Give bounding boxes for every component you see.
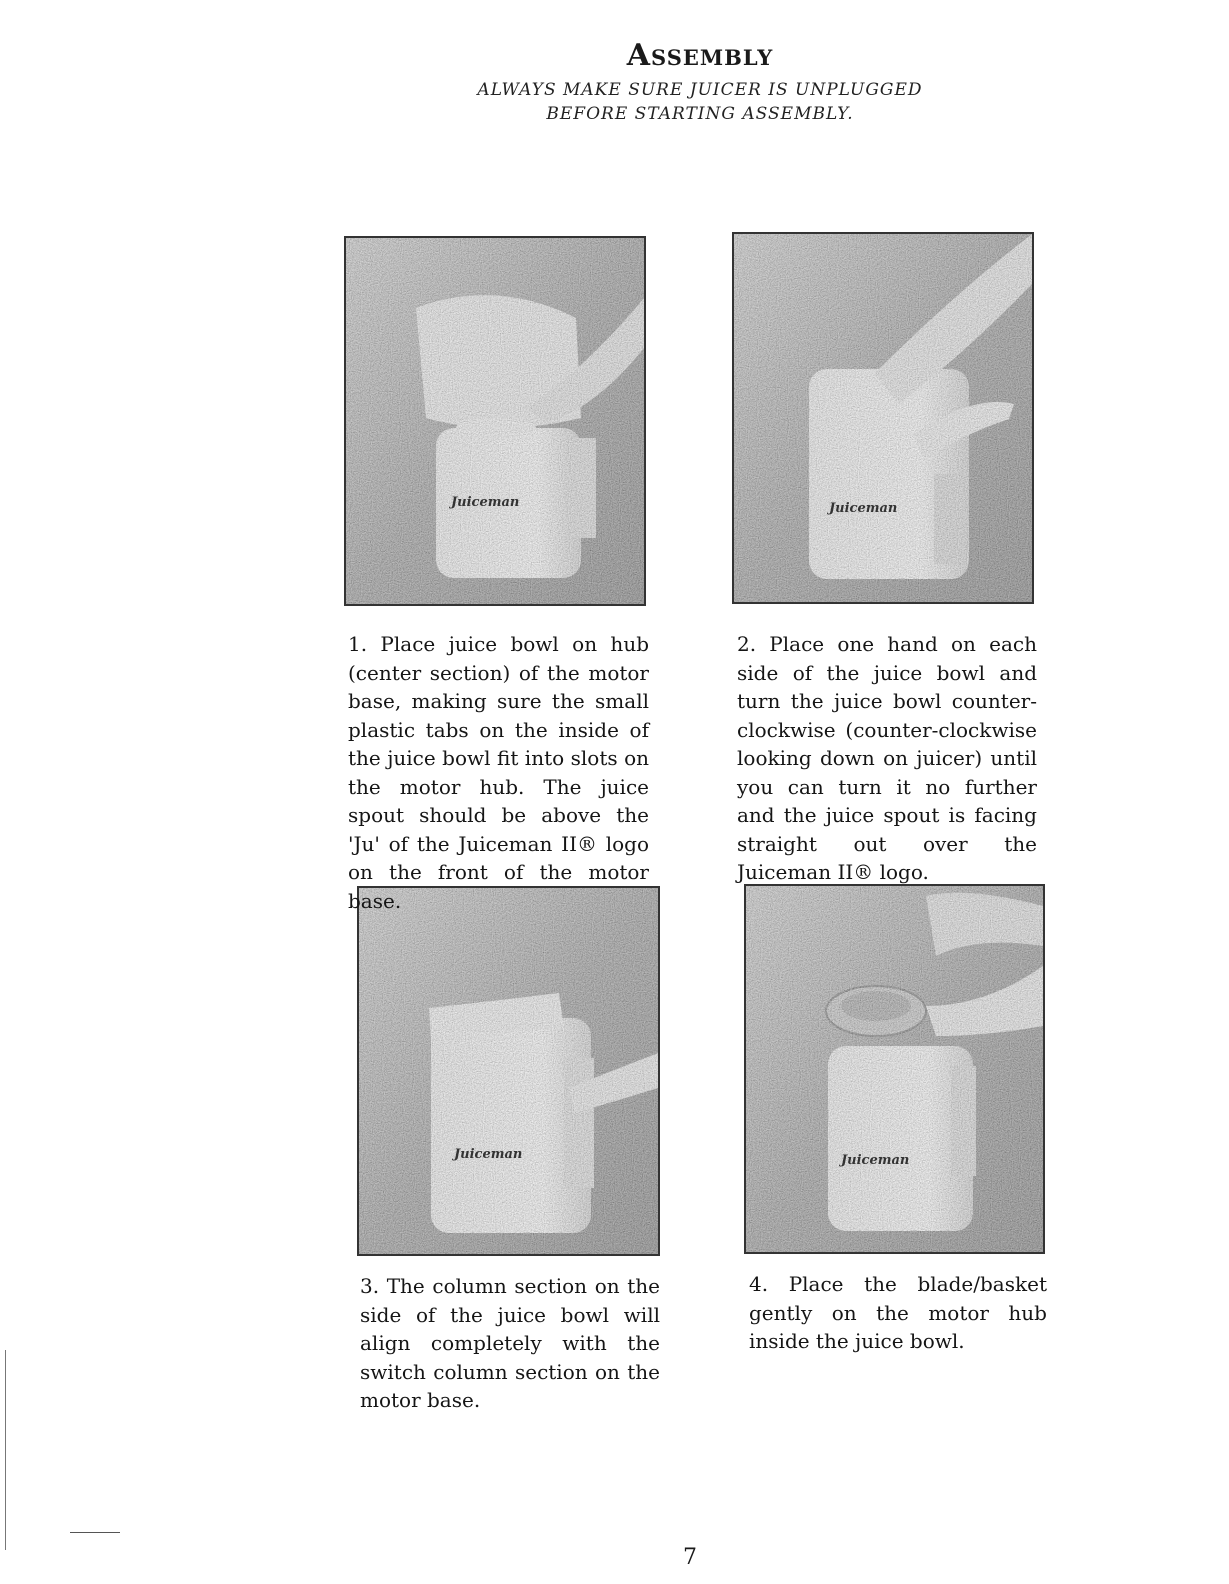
- margin-line: [5, 1350, 6, 1550]
- step-2-photo-logo: Juiceman: [829, 501, 898, 516]
- step-2-text: 2. Place one hand on each side of the juice bowl and turn the juice bowl counter-clockwise (counter-clockwise looking down on juicer) until you can turn it no further and the juice spout is facing straight out over the Juiceman II® logo.: [737, 632, 1037, 884]
- step-1-text: 1. Place juice bowl on hub (center section) of the motor base, making sure the small plastic tabs on the inside of the juice bowl fit into slots on the motor hub. The juice spout should be above the 'Ju' of the Juiceman II® logo on the front of the motor base.: [348, 632, 649, 913]
- step-4-photo: [744, 884, 1045, 1254]
- step-4-text: 4. Place the blade/basket gently on the motor hub inside the juice bowl.: [749, 1272, 1047, 1353]
- warning-line-2: BEFORE STARTING ASSEMBLY.: [546, 104, 854, 124]
- warning-line-1: ALWAYS MAKE SURE JUICER IS UNPLUGGED: [477, 80, 923, 100]
- page-title: Assembly: [626, 38, 774, 73]
- step-1-photo-logo: Juiceman: [451, 495, 520, 510]
- bottom-rule: [70, 1532, 120, 1533]
- step-3-photo-logo: Juiceman: [454, 1147, 523, 1162]
- page-number: 7: [683, 1545, 697, 1570]
- step-1-photo: [344, 236, 646, 606]
- step-2-photo: [732, 232, 1034, 604]
- step-3-text: 3. The column section on the side of the juice bowl will align completely with the switch column section on the motor base.: [360, 1274, 660, 1412]
- step-3-photo: [357, 886, 660, 1256]
- step-4-photo-logo: Juiceman: [841, 1153, 910, 1168]
